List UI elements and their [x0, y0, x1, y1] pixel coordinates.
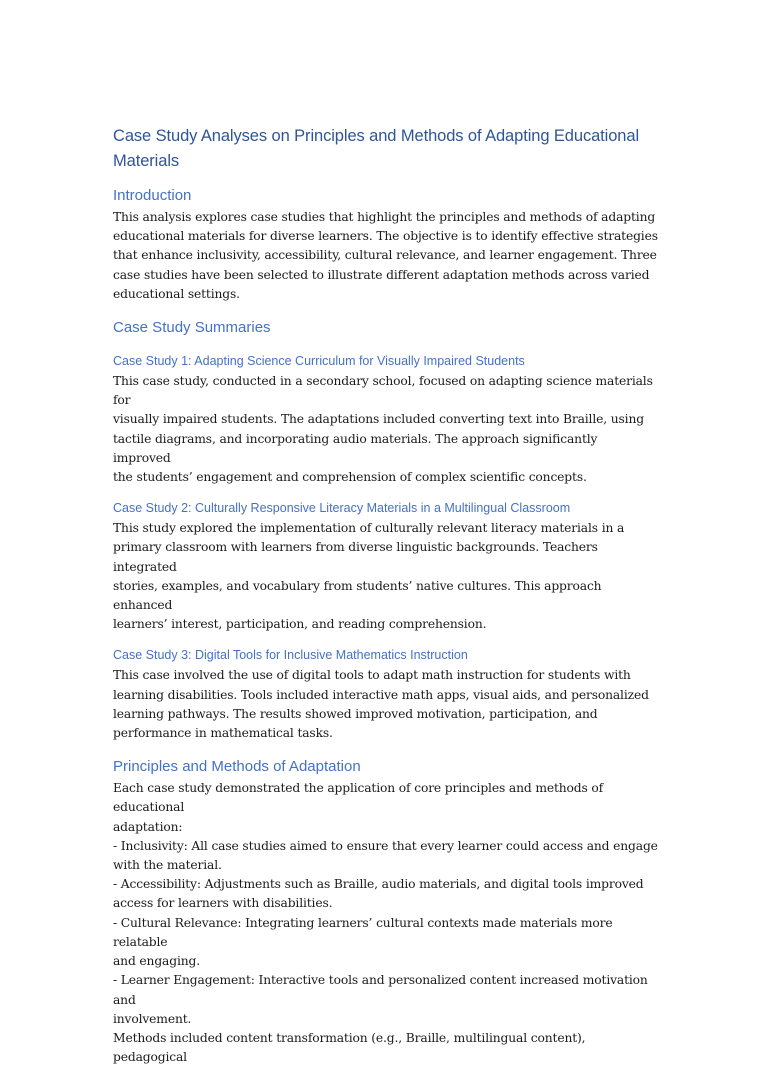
- text-line: access for learners with disabilities.: [113, 896, 333, 911]
- text-line: - Cultural Relevance: Integrating learners’ cultural contexts made materials more relatable: [113, 915, 613, 949]
- document-title: Case Study Analyses on Principles and Methods of Adapting Educational Materials: [113, 127, 640, 170]
- text-line: stories, examples, and vocabulary from students’ native cultures. This approach enhanced: [113, 578, 602, 613]
- text-line: primary classroom with learners from diverse linguistic backgrounds. Teachers integrated: [113, 540, 598, 574]
- text-line: educational settings.: [113, 286, 240, 301]
- principles-heading: Principles and Methods of Adaptation: [113, 758, 361, 776]
- text-line: learning pathways. The results showed improved motivation, participation, and: [113, 706, 598, 721]
- text-line: performance in mathematical tasks.: [113, 726, 333, 741]
- text-line: tactile diagrams, and incorporating audio materials. The approach significantly improved: [113, 431, 598, 465]
- text-line: learners’ interest, participation, and reading comprehension.: [113, 617, 487, 632]
- introduction-paragraph: [113, 208, 658, 304]
- text-line: Each case study demonstrated the application of core principles and methods of educational: [113, 781, 604, 815]
- text-line: case studies have been selected to illustrate different adaptation methods across varied: [113, 267, 650, 282]
- text-line: involvement.: [113, 1011, 192, 1026]
- text-line: educational materials for diverse learners. The objective is to identify effective strategies: [113, 229, 658, 244]
- text-line: - Inclusivity: All case studies aimed to ensure that every learner could access and engage: [113, 838, 658, 853]
- text-line: Methods included content transformation (e.g., Braille, multilingual content), pedagogical: [113, 1030, 586, 1065]
- case-study-2-paragraph: [113, 519, 658, 634]
- text-line: learning disabilities. Tools included interactive math apps, visual aids, and personalized: [113, 687, 649, 702]
- text-line: - Learner Engagement: Interactive tools and personalized content increased motivation and: [113, 973, 648, 1007]
- introduction-heading: Introduction: [113, 187, 192, 204]
- text-line: This study explored the implementation of culturally relevant literacy materials in a: [113, 521, 625, 536]
- text-line: adaptation:: [113, 819, 183, 834]
- document-body: [113, 124, 658, 1067]
- case-study-3-heading: Case Study 3: Digital Tools for Inclusive Mathematics Instruction: [113, 648, 468, 663]
- text-line: and engaging.: [113, 954, 200, 969]
- text-line: that enhance inclusivity, accessibility, cultural relevance, and learner engagement. Three: [113, 248, 657, 263]
- text-line: - Accessibility: Adjustments such as Braille, audio materials, and digital tools improved: [113, 877, 644, 892]
- summaries-heading: Case Study Summaries: [113, 319, 271, 337]
- text-line: This case involved the use of digital tools to adapt math instruction for students with: [113, 668, 631, 683]
- case-study-1-heading: Case Study 1: Adapting Science Curriculum for Visually Impaired Students: [113, 354, 525, 369]
- text-line: This case study, conducted in a secondary school, focused on adapting science materials for: [113, 374, 653, 408]
- text-line: This analysis explores case studies that highlight the principles and methods of adapting: [113, 210, 656, 224]
- case-study-2-heading: Case Study 2: Culturally Responsive Literacy Materials in a Multilingual Classroom: [113, 501, 571, 516]
- text-line: visually impaired students. The adaptations included converting text into Braille, using: [113, 412, 644, 427]
- text-line: the students’ engagement and comprehension of complex scientific concepts.: [113, 470, 587, 485]
- case-study-1-paragraph: [113, 372, 658, 487]
- text-line: with the material.: [113, 858, 222, 873]
- case-study-3-paragraph: [113, 666, 658, 743]
